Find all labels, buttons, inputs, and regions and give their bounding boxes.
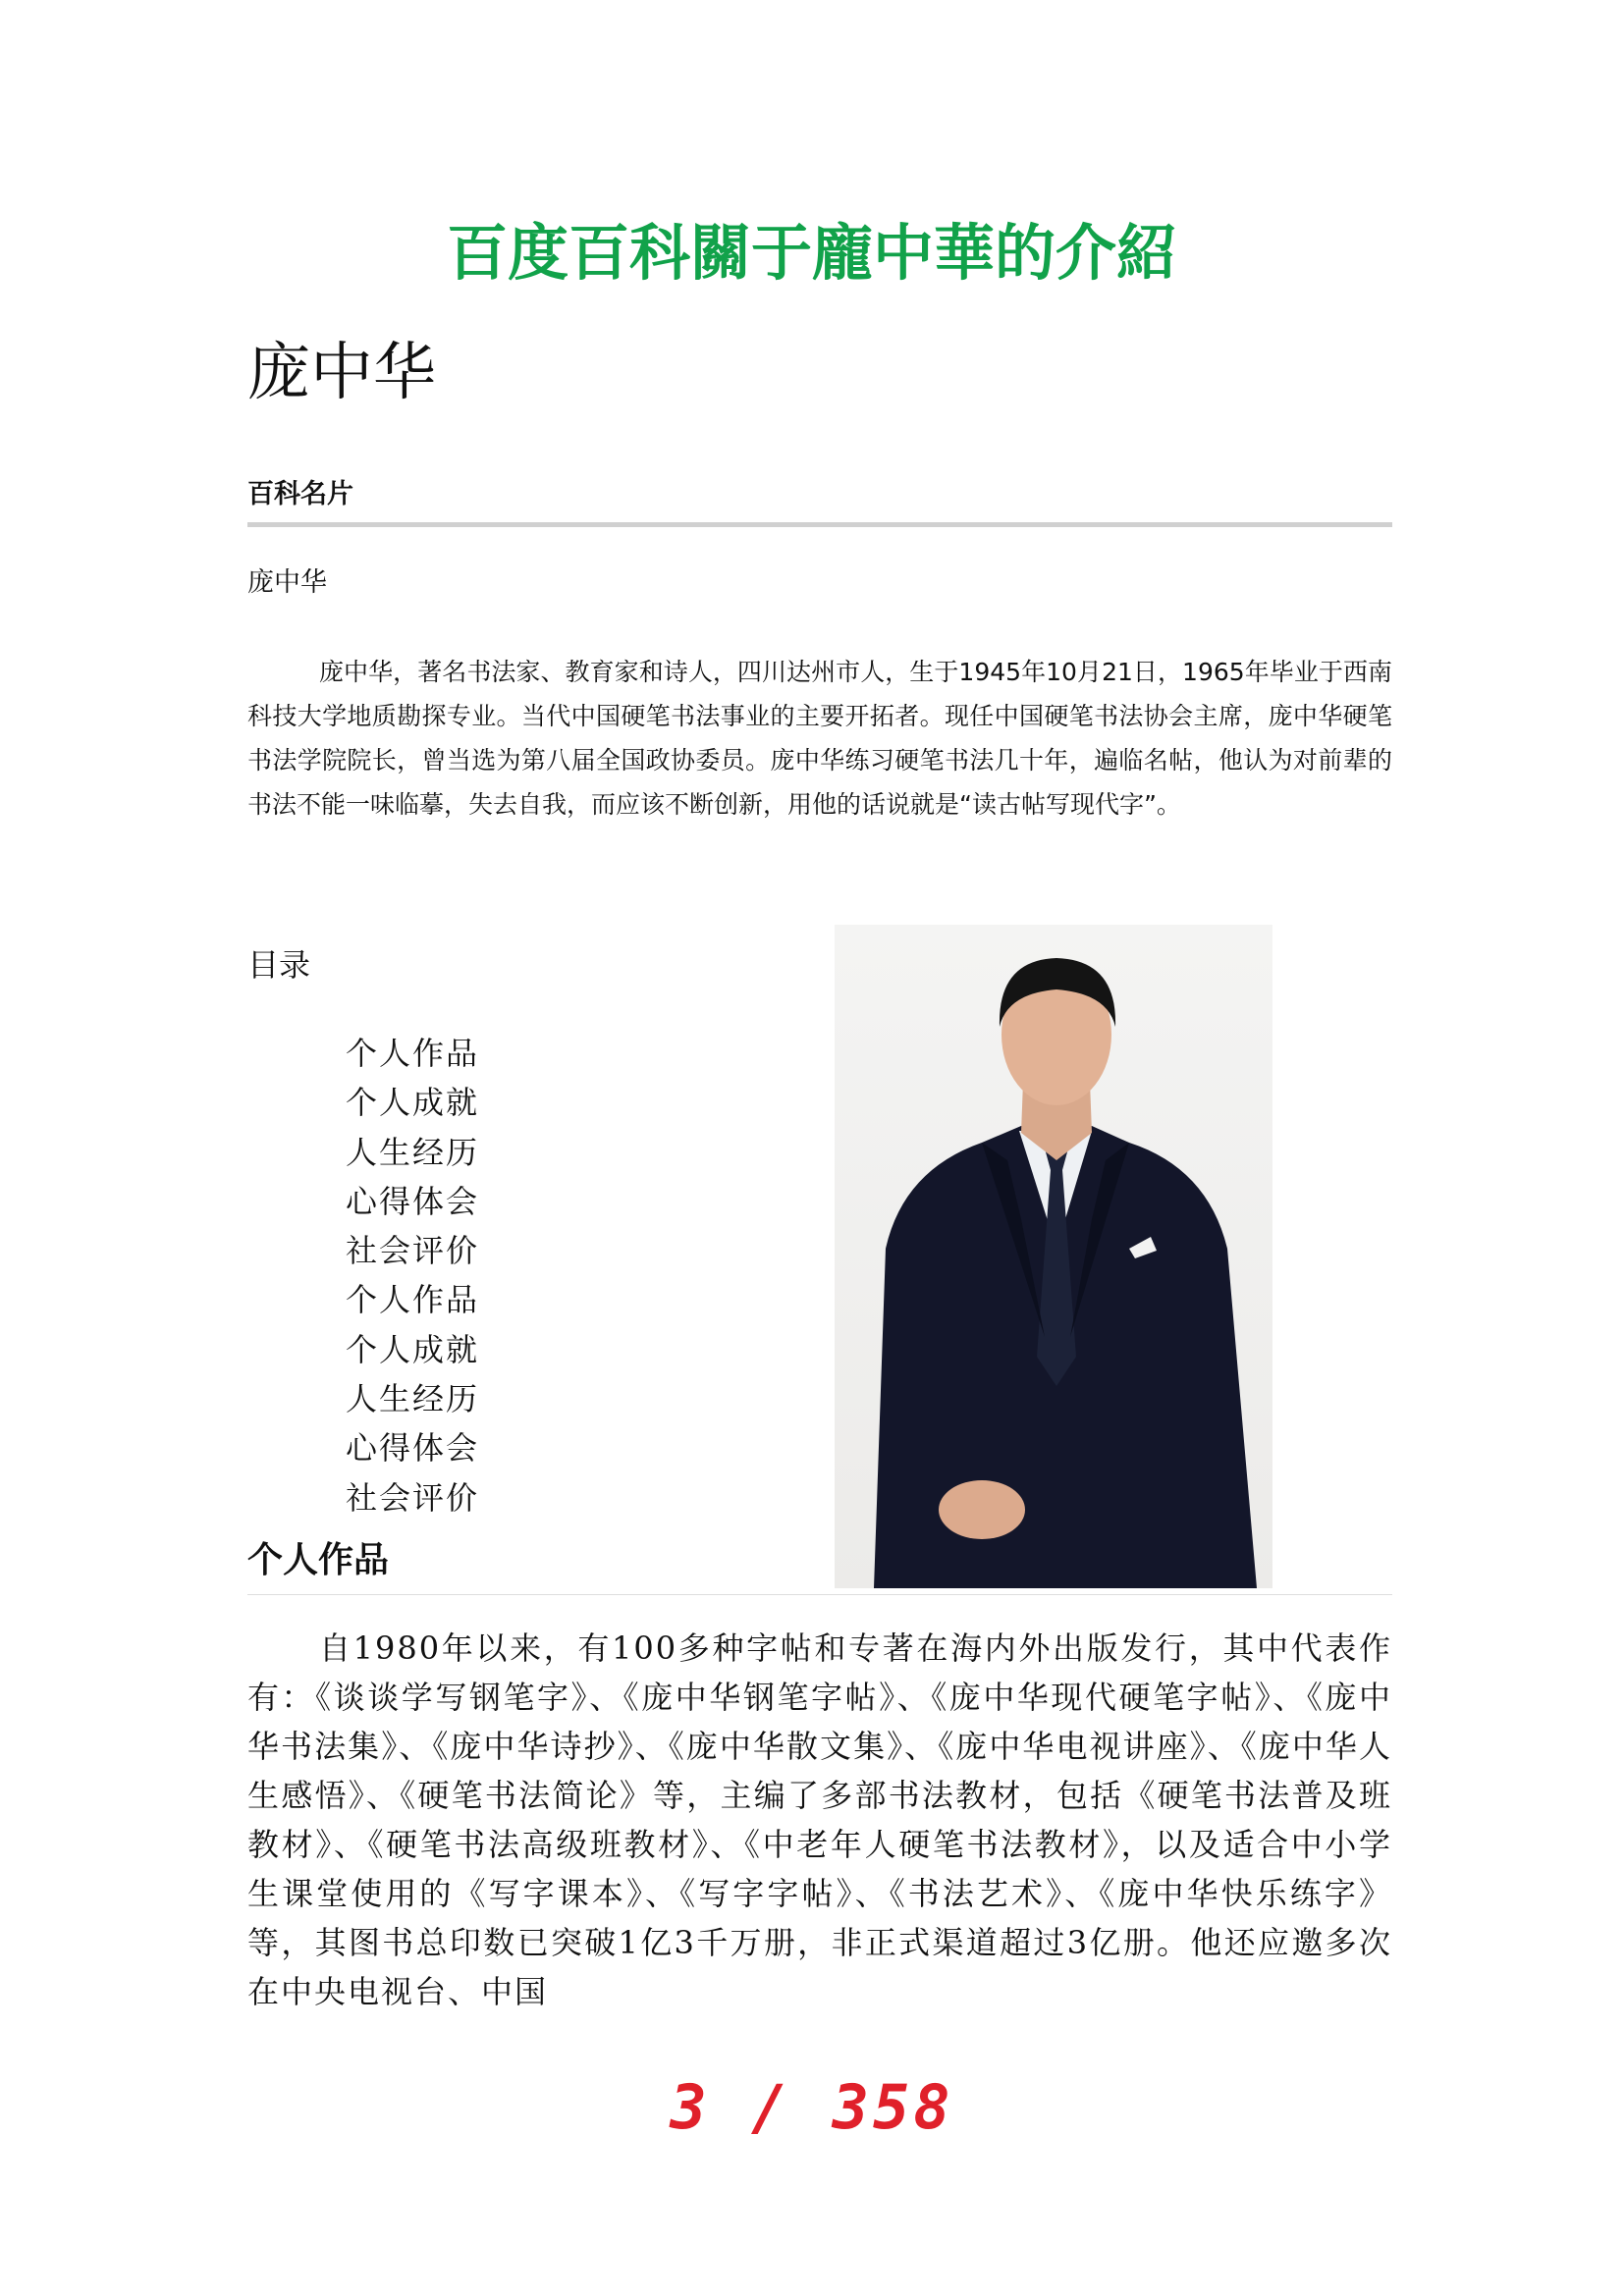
toc-item[interactable]: 社会评价 (346, 1478, 480, 1517)
toc-item[interactable]: 个人作品 (346, 1281, 480, 1319)
toc-heading: 目录 (247, 946, 311, 984)
toc-list (346, 1029, 479, 1522)
section-heading: 个人作品 (247, 1540, 390, 1580)
toc-item[interactable]: 心得体会 (346, 1182, 480, 1220)
portrait-photo (835, 925, 1272, 1588)
section-divider (247, 1594, 1392, 1595)
toc-item[interactable]: 心得体会 (346, 1429, 480, 1468)
page-title: 百度百科關于龐中華的介紹 (446, 217, 1177, 289)
section-body: 自1980年以来，有100多种字帖和专著在海内外出版发行，其中代表作有：《谈谈学写钢笔字》、《庞中华钢笔字帖》、《庞中华现代硬笔字帖》、《庞中华书法集》、《庞中华诗抄》、《庞中华散文集》、《庞中华电视讲座》、《庞中华人生感悟》、《硬笔书法简论》等，主编了多部书法教材，包括《硬笔书法普及班教材》、《硬笔书法高级班教材》、《中老年人硬笔书法教材》，以及适合中小学生课堂使用的《写字课本》、《写字字帖》、《书法艺术》、《庞中华快乐练字》等，其图书总印数已突破1亿3千万册，非正式渠道超过3亿册。他还应邀多次在中央电视台、中国 (247, 1629, 1392, 2010)
toc-item[interactable]: 社会评价 (346, 1232, 480, 1270)
toc-item[interactable]: 个人成就 (346, 1330, 480, 1368)
card-divider (247, 522, 1392, 527)
person-name: 庞中华 (247, 337, 436, 409)
toc-item[interactable]: 人生经历 (346, 1380, 480, 1418)
intro-paragraph: 庞中华，著名书法家、教育家和诗人，四川达州市人，生于1945年10月21日，1965年毕业于西南科技大学地质勘探专业。当代中国硬笔书法事业的主要开拓者。现任中国硬笔书法协会主席，庞中华硬笔书法学院院长，曾当选为第八届全国政协委员。庞中华练习硬笔书法几十年，遍临名帖，他认为对前辈的书法不能一味临摹，失去自我，而应该不断创新，用他的话说就是“读古帖写现代字”。 (247, 658, 1392, 819)
page-number: 3 / 358 (670, 2071, 954, 2143)
portrait-illustration (835, 925, 1272, 1588)
card-name: 庞中华 (247, 567, 327, 598)
toc-item[interactable]: 人生经历 (346, 1133, 480, 1171)
card-label: 百科名片 (247, 479, 353, 509)
toc-item[interactable]: 个人作品 (346, 1035, 480, 1072)
toc-item[interactable]: 个人成就 (346, 1084, 480, 1122)
